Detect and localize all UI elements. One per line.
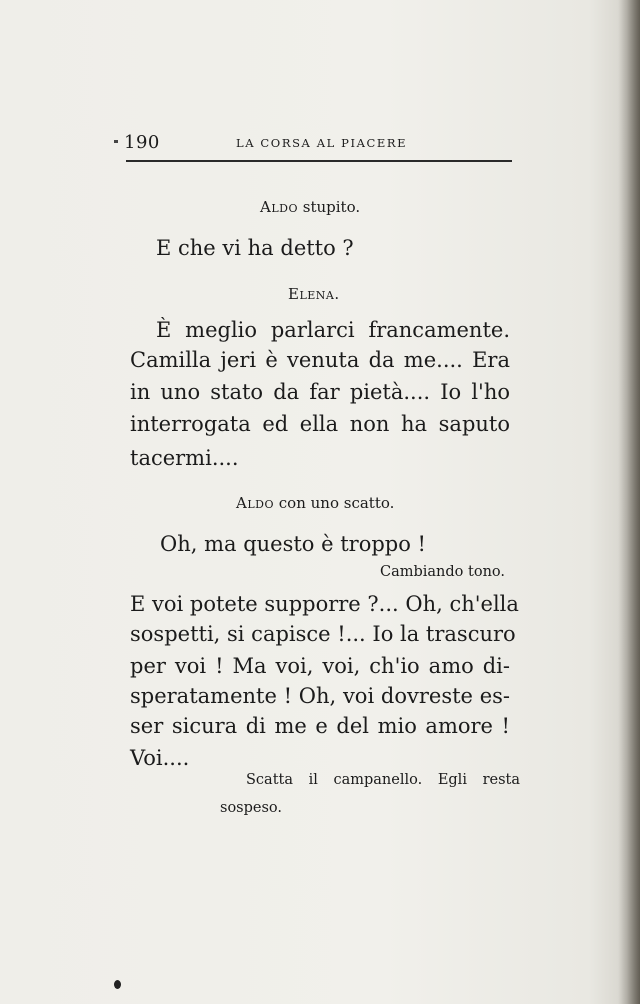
ink-mark	[114, 980, 121, 989]
dialogue-line: E voi potete supporre ?... Oh, ch'ella	[130, 592, 519, 616]
dialogue-line: per voi ! Ma voi, voi, ch'io amo di-	[130, 654, 510, 678]
dialogue-line: E che vi ha detto ?	[156, 236, 354, 260]
stage-direction-campanello-cont: sospeso.	[220, 800, 283, 816]
speaker-name: Aldo	[260, 198, 298, 216]
dialogue-line: interrogata ed ella non ha saputo	[130, 412, 510, 436]
stage-direction-cambiando-tono: Cambiando tono.	[380, 564, 505, 580]
dialogue-line: speratamente ! Oh, voi dovreste es-	[130, 684, 510, 708]
speaker-name: Aldo	[236, 494, 274, 512]
book-title: LA CORSA AL PIACERE	[236, 136, 408, 150]
stage-direction: con uno scatto.	[278, 494, 395, 512]
dialogue-line: Oh, ma questo è troppo !	[160, 532, 426, 556]
dialogue-line: Camilla jeri è venuta da me.... Era	[130, 348, 510, 372]
rule-tick-mark	[114, 140, 118, 143]
stage-direction-campanello: Scatta il campanello. Egli resta	[246, 772, 520, 788]
dialogue-line: ser sicura di me e del mio amore !	[130, 714, 510, 738]
stage-cue-elena	[288, 285, 340, 303]
dialogue-line: sospetti, si capisce !... Io la trascuro	[130, 622, 516, 646]
stage-direction: stupito.	[302, 198, 361, 216]
header-rule	[126, 160, 512, 162]
running-head	[124, 132, 510, 158]
dialogue-line: Voi....	[130, 746, 190, 770]
page-number: 190	[124, 132, 160, 153]
dialogue-line: in uno stato da far pietà.... Io l'ho	[130, 380, 510, 404]
page-edge-shadow	[618, 0, 640, 1004]
speaker-name: Elena.	[288, 285, 340, 303]
dialogue-line: È meglio parlarci francamente.	[156, 318, 510, 342]
dialogue-line: tacermi....	[130, 446, 239, 470]
stage-cue-aldo-scatto	[236, 494, 394, 512]
stage-cue-aldo-stupito	[260, 198, 360, 216]
